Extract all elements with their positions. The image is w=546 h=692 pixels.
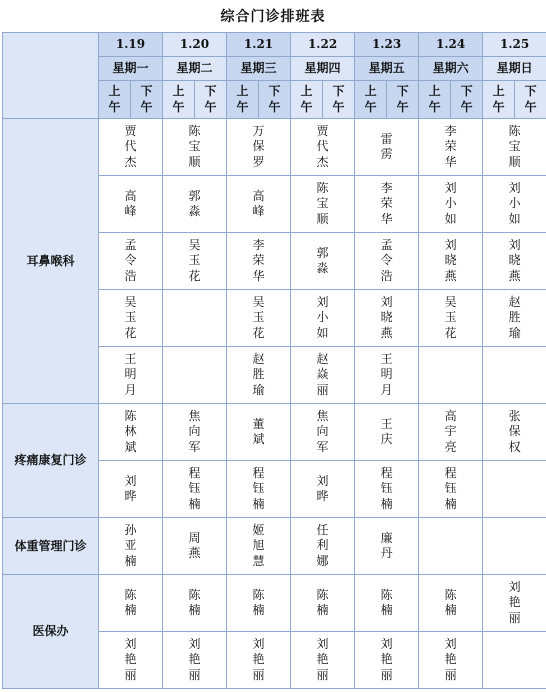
schedule-cell	[99, 518, 163, 575]
doctor-name: 李荣华	[380, 180, 393, 226]
am-label: 上午	[364, 84, 377, 114]
doctor-name: 陈楠	[444, 587, 457, 617]
am-label: 上午	[492, 84, 505, 114]
department-label: 疼痛康复门诊	[3, 404, 99, 518]
doctor-name: 贾代杰	[124, 123, 137, 169]
schedule-cell	[227, 461, 291, 518]
weekday-header: 星期一	[99, 57, 163, 81]
schedule-cell	[227, 347, 291, 404]
doctor-name: 刘艳丽	[124, 636, 137, 682]
pm-header	[259, 81, 291, 119]
schedule-cell	[99, 347, 163, 404]
doctor-name: 程钰楠	[444, 465, 457, 511]
doctor-name: 张保权	[508, 408, 521, 454]
doctor-name: 贾代杰	[316, 123, 329, 169]
doctor-name: 刘艳丽	[316, 636, 329, 682]
date-header: 1.24	[419, 33, 483, 57]
schedule-cell	[163, 518, 227, 575]
am-header	[355, 81, 387, 119]
schedule-cell	[419, 233, 483, 290]
doctor-name: 孙亚楠	[124, 522, 137, 568]
schedule-cell	[419, 176, 483, 233]
date-header: 1.20	[163, 33, 227, 57]
doctor-name: 李荣华	[252, 237, 265, 283]
doctor-name: 陈楠	[380, 587, 393, 617]
pm-header	[131, 81, 163, 119]
schedule-cell	[227, 632, 291, 689]
doctor-name: 赵胜瑜	[252, 351, 265, 397]
pm-label: 下午	[332, 84, 345, 114]
schedule-cell	[355, 404, 419, 461]
doctor-name: 董斌	[252, 416, 265, 446]
pm-label: 下午	[396, 84, 409, 114]
doctor-name: 吴玉花	[188, 237, 201, 283]
doctor-name: 吴玉花	[124, 294, 137, 340]
schedule-cell	[419, 518, 483, 575]
weekday-header: 星期四	[291, 57, 355, 81]
schedule-cell	[163, 290, 227, 347]
schedule-cell	[483, 119, 546, 176]
doctor-name: 郭淼	[188, 188, 201, 218]
date-header: 1.25	[483, 33, 546, 57]
schedule-cell	[419, 290, 483, 347]
am-label: 上午	[300, 84, 313, 114]
schedule-cell	[355, 176, 419, 233]
doctor-name: 陈楠	[124, 587, 137, 617]
schedule-table	[2, 32, 546, 689]
schedule-cell	[483, 461, 546, 518]
schedule-cell	[483, 176, 546, 233]
schedule-cell	[291, 404, 355, 461]
doctor-name: 高峰	[124, 188, 137, 218]
page-title: 综合门诊排班表	[220, 9, 326, 25]
doctor-name: 程钰楠	[188, 465, 201, 511]
doctor-name: 刘晔	[316, 473, 329, 503]
doctor-name: 陈林斌	[124, 408, 137, 454]
doctor-name: 吴玉花	[252, 294, 265, 340]
doctor-name: 程钰楠	[380, 465, 393, 511]
schedule-cell	[227, 518, 291, 575]
pm-header	[515, 81, 546, 119]
am-header	[163, 81, 195, 119]
doctor-name: 陈宝顺	[188, 123, 201, 169]
pm-label: 下午	[140, 84, 153, 114]
am-label: 上午	[108, 84, 121, 114]
doctor-name: 李荣华	[444, 123, 457, 169]
doctor-name: 陈宝顺	[316, 180, 329, 226]
doctor-name: 吴玉花	[444, 294, 457, 340]
schedule-cell	[419, 347, 483, 404]
pm-label: 下午	[524, 84, 537, 114]
schedule-cell	[227, 575, 291, 632]
date-header: 1.21	[227, 33, 291, 57]
schedule-cell	[227, 233, 291, 290]
doctor-name: 刘晓燕	[444, 237, 457, 283]
doctor-name: 郭淼	[316, 245, 329, 275]
schedule-cell	[355, 347, 419, 404]
pm-label: 下午	[460, 84, 473, 114]
doctor-name: 刘小如	[316, 294, 329, 340]
schedule-cell	[291, 461, 355, 518]
doctor-name: 任利娜	[316, 522, 329, 568]
department-label: 体重管理门诊	[3, 518, 99, 575]
schedule-cell	[291, 233, 355, 290]
doctor-name: 刘艳丽	[252, 636, 265, 682]
schedule-cell	[419, 632, 483, 689]
doctor-name: 姬旭慧	[252, 522, 265, 568]
doctor-name: 周燕	[188, 530, 201, 560]
schedule-cell	[227, 176, 291, 233]
schedule-cell	[99, 290, 163, 347]
schedule-cell	[419, 404, 483, 461]
am-header	[291, 81, 323, 119]
schedule-cell	[419, 119, 483, 176]
schedule-cell	[163, 347, 227, 404]
doctor-name: 高峰	[252, 188, 265, 218]
department-label: 耳鼻喉科	[3, 119, 99, 404]
am-header	[483, 81, 515, 119]
doctor-name: 雷雳	[380, 131, 393, 161]
weekday-header: 星期六	[419, 57, 483, 81]
schedule-cell	[291, 575, 355, 632]
doctor-name: 刘晓燕	[380, 294, 393, 340]
schedule-cell	[99, 575, 163, 632]
schedule-cell	[291, 632, 355, 689]
schedule-cell	[419, 461, 483, 518]
schedule-cell	[483, 575, 546, 632]
schedule-cell	[99, 176, 163, 233]
schedule-cell	[355, 233, 419, 290]
schedule-cell	[99, 233, 163, 290]
am-header	[99, 81, 131, 119]
doctor-name: 程钰楠	[252, 465, 265, 511]
table-corner	[3, 33, 99, 119]
doctor-name: 赵胜瑜	[508, 294, 521, 340]
doctor-name: 王明月	[124, 351, 137, 397]
schedule-cell	[419, 575, 483, 632]
schedule-cell	[483, 290, 546, 347]
pm-label: 下午	[268, 84, 281, 114]
doctor-name: 廉丹	[380, 530, 393, 560]
date-header: 1.22	[291, 33, 355, 57]
weekday-header: 星期五	[355, 57, 419, 81]
schedule-cell	[355, 575, 419, 632]
schedule-cell	[291, 518, 355, 575]
doctor-name: 高宇亮	[444, 408, 457, 454]
schedule-cell	[163, 233, 227, 290]
pm-label: 下午	[204, 84, 217, 114]
schedule-cell	[163, 575, 227, 632]
schedule-cell	[227, 404, 291, 461]
schedule-cell	[355, 461, 419, 518]
doctor-name: 孟令浩	[124, 237, 137, 283]
doctor-name: 赵焱丽	[316, 351, 329, 397]
schedule-cell	[163, 632, 227, 689]
doctor-name: 孟令浩	[380, 237, 393, 283]
doctor-name: 焦向军	[316, 408, 329, 454]
schedule-cell	[355, 518, 419, 575]
schedule-cell	[227, 119, 291, 176]
schedule-cell	[99, 461, 163, 518]
doctor-name: 陈楠	[316, 587, 329, 617]
schedule-cell	[163, 461, 227, 518]
weekday-header: 星期二	[163, 57, 227, 81]
schedule-cell	[291, 119, 355, 176]
schedule-cell	[99, 632, 163, 689]
schedule-cell	[227, 290, 291, 347]
doctor-name: 刘晓燕	[508, 237, 521, 283]
doctor-name: 刘小如	[508, 180, 521, 226]
schedule-cell	[483, 347, 546, 404]
pm-header	[323, 81, 355, 119]
schedule-cell	[355, 290, 419, 347]
schedule-cell	[291, 290, 355, 347]
date-header: 1.19	[99, 33, 163, 57]
schedule-cell	[163, 404, 227, 461]
doctor-name: 刘晔	[124, 473, 137, 503]
schedule-cell	[483, 233, 546, 290]
schedule-cell	[483, 632, 546, 689]
weekday-header: 星期三	[227, 57, 291, 81]
doctor-name: 陈宝顺	[508, 123, 521, 169]
pm-header	[387, 81, 419, 119]
doctor-name: 刘艳丽	[444, 636, 457, 682]
pm-header	[451, 81, 483, 119]
doctor-name: 刘艳丽	[508, 579, 521, 625]
doctor-name: 刘艳丽	[380, 636, 393, 682]
weekday-header: 星期日	[483, 57, 546, 81]
doctor-name: 刘小如	[444, 180, 457, 226]
am-label: 上午	[172, 84, 185, 114]
schedule-cell	[483, 518, 546, 575]
doctor-name: 万保罗	[252, 123, 265, 169]
am-label: 上午	[236, 84, 249, 114]
date-header: 1.23	[355, 33, 419, 57]
department-label: 医保办	[3, 575, 99, 689]
doctor-name: 焦向军	[188, 408, 201, 454]
schedule-cell	[483, 404, 546, 461]
schedule-cell	[163, 119, 227, 176]
doctor-name: 王明月	[380, 351, 393, 397]
schedule-cell	[163, 176, 227, 233]
am-header	[227, 81, 259, 119]
doctor-name: 王庆	[380, 416, 393, 446]
schedule-cell	[291, 176, 355, 233]
schedule-cell	[355, 632, 419, 689]
schedule-cell	[99, 119, 163, 176]
schedule-cell	[99, 404, 163, 461]
doctor-name: 陈楠	[188, 587, 201, 617]
am-header	[419, 81, 451, 119]
doctor-name: 陈楠	[252, 587, 265, 617]
am-label: 上午	[428, 84, 441, 114]
schedule-cell	[291, 347, 355, 404]
pm-header	[195, 81, 227, 119]
doctor-name: 刘艳丽	[188, 636, 201, 682]
schedule-cell	[355, 119, 419, 176]
